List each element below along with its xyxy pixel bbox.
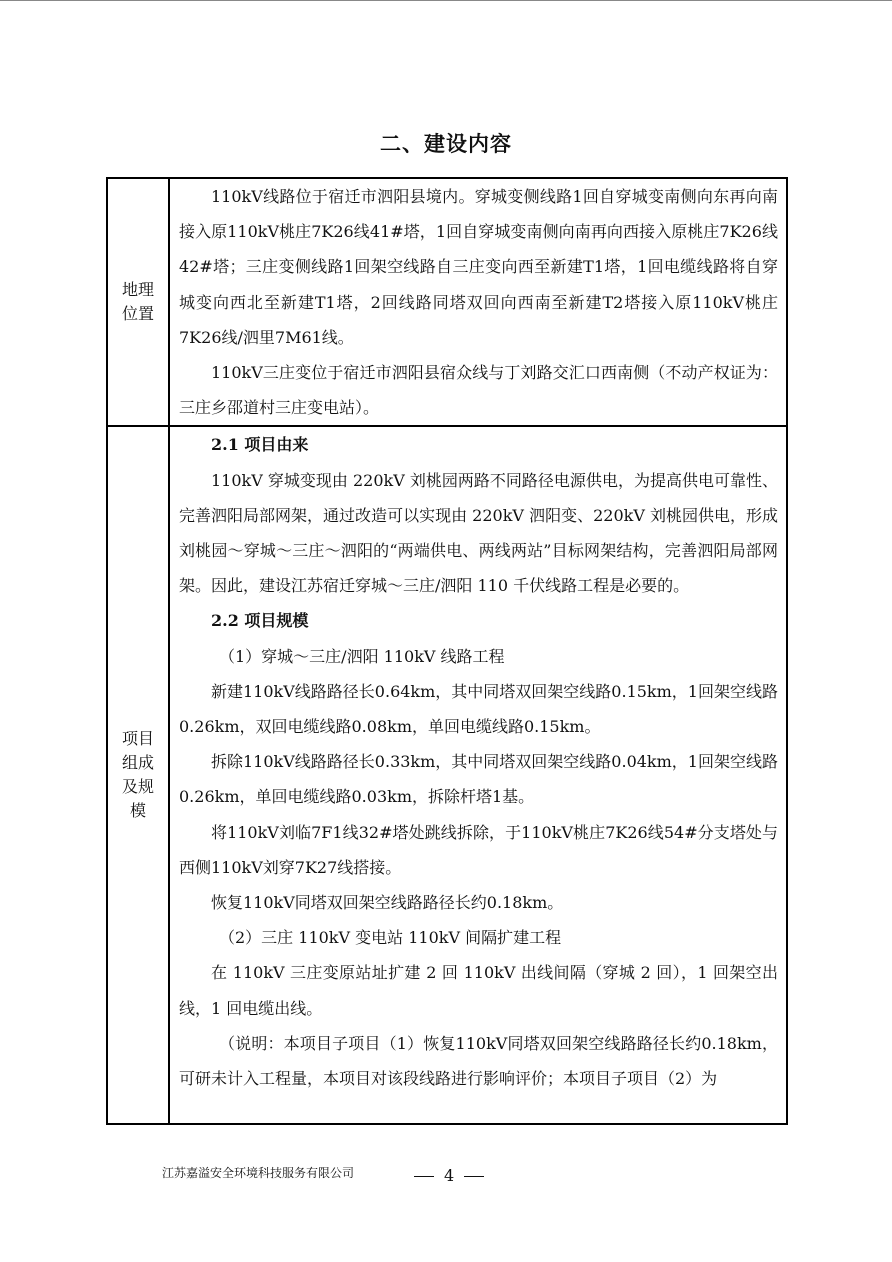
remove-line-paragraph: 拆除110kV线路路径长0.33km，其中同塔双回架空线路0.04km，1回架空线路0.26km，单回电缆线路0.03km，拆除杆塔1基。 [179, 752, 778, 807]
restore-paragraph: 恢复110kV同塔双回架空线路路径长约0.18km。 [211, 893, 564, 913]
jumper-paragraph: 将110kV刘临7F1线32#塔处跳线拆除，于110kV桃庄7K26线54#分支塔处与西侧110kV刘穿7K27线搭接。 [179, 822, 778, 877]
top-border-line [0, 0, 892, 1]
location-paragraph: 110kV线路位于宿迁市泗阳县境内。穿城变侧线路1回自穿城变南侧向东再向南接入原110kV桃庄7K26线41#塔，1回自穿城变南侧向南再向西接入原桃庄7K26线42#塔；三庄变侧线路1回架空线路自三庄变向西至新建T1塔，1回电缆线路将自穿城变向西北至新建T1塔，2回线路同塔双回向西南至新建T2塔接入原110kV桃庄7K26线/泗里7M61线。 [179, 187, 778, 347]
note-paragraph: （说明：本项目子项目（1）恢复110kV同塔双回架空线路路径长约0.18km，可研未计入工程量，本项目对该段线路进行影响评价；本项目子项目（2）为 [179, 1033, 778, 1089]
location-label-line: 位置 [121, 304, 154, 324]
heading-project-scale: 2.2 项目规模 [211, 611, 309, 631]
location-content-cell [169, 178, 787, 426]
table-row-location [107, 178, 787, 426]
scale-label-line: 模 [129, 801, 146, 821]
location-paragraph: 110kV三庄变位于宿迁市泗阳县宿众线与丁刘路交汇口西南侧（不动产权证为：三庄乡邵道村三庄变电站）。 [179, 363, 778, 418]
location-label-cell [107, 178, 169, 426]
origin-paragraph: 110kV 穿城变现由 220kV 刘桃园两路不同路径电源供电，为提高供电可靠性、完善泗阳局部网架，通过改造可以实现由 220kV 泗阳变、220kV 刘桃园供电，形成刘桃园～穿城～三庄～泗阳的“两端供电、两线两站”目标网架结构，完善泗阳局部网架。因此，建设江苏宿迁穿城～三庄/泗阳 110 千伏线路工程是必要的。 [179, 470, 778, 596]
table-row-scale [107, 426, 787, 1124]
scale-label-line: 项目 [121, 729, 154, 749]
scale-label-line: 及规 [121, 777, 154, 797]
section-title: 二、建设内容 [380, 132, 512, 156]
location-label-line: 地理 [121, 280, 154, 300]
footer-page-number [404, 1166, 494, 1185]
scale-label-line: 组成 [121, 753, 154, 773]
scale-content-cell [169, 426, 787, 1124]
footer-company-name: 江苏嘉溢安全环境科技服务有限公司 [162, 1166, 355, 1180]
subproject-1-title: （1）穿城～三庄/泗阳 110kV 线路工程 [219, 646, 505, 666]
page-dash-left [414, 1176, 434, 1177]
content-table [106, 177, 788, 1125]
new-line-paragraph: 新建110kV线路路径长0.64km，其中同塔双回架空线路0.15km，1回架空线路0.26km，双回电缆线路0.08km，单回电缆线路0.15km。 [179, 681, 778, 737]
page-dash-right [464, 1176, 484, 1177]
expansion-paragraph: 在 110kV 三庄变原站址扩建 2 回 110kV 出线间隔（穿城 2 回），1 回架空出线，1 回电缆出线。 [179, 963, 778, 1018]
subproject-2-title: （2）三庄 110kV 变电站 110kV 间隔扩建工程 [219, 928, 562, 948]
heading-project-origin: 2.1 项目由来 [211, 435, 309, 455]
page-number: 4 [444, 1166, 455, 1185]
scale-label-cell [107, 426, 169, 1124]
